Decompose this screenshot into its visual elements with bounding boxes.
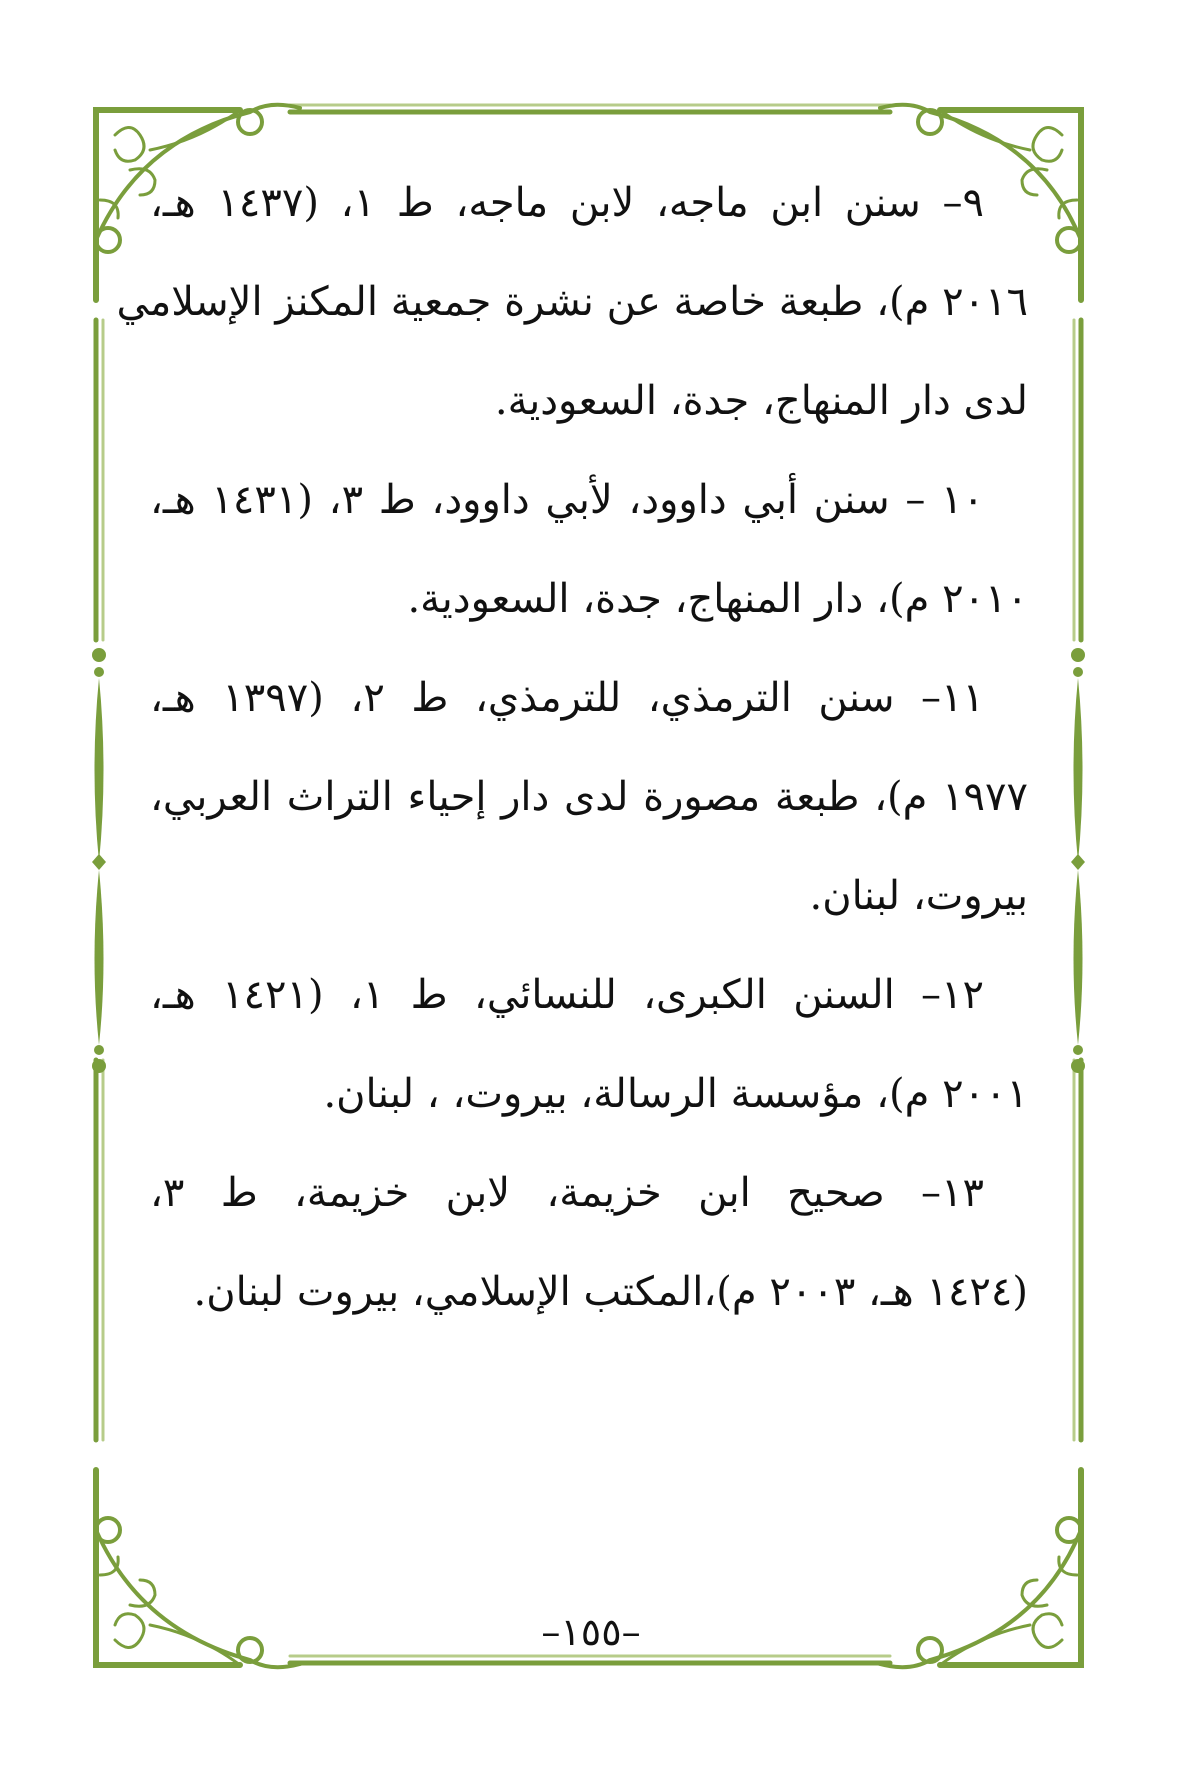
- entry-line: ٩– سنن ابن ماجه، لابن ماجه، ط ١، (١٤٣٧ هـ،: [150, 180, 985, 226]
- bibliography-list: [116, 168, 1028, 1356]
- page-number: –١٥٥–: [541, 1610, 641, 1654]
- bibliography-entry-10: [150, 465, 1028, 663]
- entry-line: (١٤٢٤ هـ، ٢٠٠٣ م)،المكتب الإسلامي، بيروت لبنان.: [193, 1269, 1028, 1315]
- entry-line: ١٣– صحيح ابن خزيمة، لابن خزيمة، ط ٣،: [150, 1170, 984, 1216]
- entry-line: ٢٠٠١ م)، مؤسسة الرسالة، بيروت، ، لبنان.: [323, 1071, 1028, 1117]
- entry-line: ١٩٧٧ م)، طبعة مصورة لدى دار إحياء التراث العربي،: [150, 774, 1028, 820]
- entry-line: ١١– سنن الترمذي، للترمذي، ط ٢، (١٣٩٧ هـ،: [150, 675, 984, 721]
- entry-line: بيروت، لبنان.: [809, 873, 1028, 919]
- bibliography-entry-9: [116, 168, 1028, 465]
- entry-line: ٢٠١٦ م)، طبعة خاصة عن نشرة جمعية المكنز الإسلامي: [116, 279, 1028, 325]
- entry-line: ٢٠١٠ م)، دار المنهاج، جدة، السعودية.: [407, 576, 1028, 622]
- bibliography-entry-13: [150, 1158, 1028, 1356]
- bibliography-entry-11: [150, 663, 1028, 960]
- entry-line: ١٢– السنن الكبرى، للنسائي، ط ١، (١٤٢١ هـ،: [150, 972, 985, 1018]
- entry-line: لدى دار المنهاج، جدة، السعودية.: [494, 378, 1028, 424]
- entry-line: ١٠ – سنن أبي داوود، لأبي داوود، ط ٣، (١٤٣١ هـ،: [150, 477, 985, 523]
- bibliography-entry-12: [150, 960, 1028, 1158]
